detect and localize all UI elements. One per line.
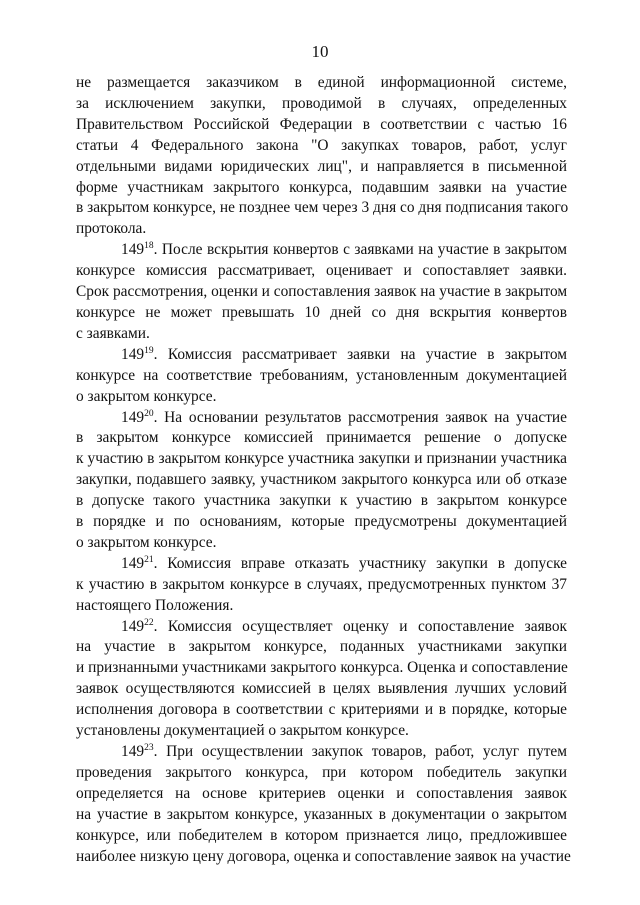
- clause-number: 149: [121, 617, 145, 635]
- text-line: [76, 575, 567, 596]
- line-text: . На основании результатов рассмотрения заявок на участие: [153, 408, 567, 426]
- line-text: о закрытом конкурсе.: [76, 533, 217, 551]
- text-line: [76, 637, 567, 658]
- text-line: [76, 387, 567, 408]
- text-line: [76, 784, 567, 805]
- text-line: [76, 679, 567, 700]
- text-line: [76, 366, 567, 387]
- line-text: форме участникам закрытого конкурса, подавшим заявки на участие: [76, 178, 567, 196]
- text-line: [76, 658, 567, 679]
- line-text: конкурсе, или победителем в котором признается лицо, предложившее: [76, 826, 567, 844]
- line-text: заявок осуществляются комиссией в целях выявления лучших условий: [76, 680, 567, 698]
- text-line: [76, 596, 567, 617]
- text-line: [76, 617, 567, 638]
- line-text: определяется на основе критериев оценки и сопоставления заявок: [76, 784, 567, 802]
- text-line: [76, 826, 567, 847]
- text-line: [76, 303, 567, 324]
- line-text: . Комиссия вправе отказать участнику закупки в допуске: [153, 554, 567, 572]
- paragraph: [76, 345, 567, 408]
- text-line: [76, 198, 567, 219]
- text-line: [76, 554, 567, 575]
- text-line: [76, 805, 567, 826]
- line-text: наиболее низкую цену договора, оценка и сопоставление заявок на участие: [76, 847, 571, 865]
- clause-number: 149: [121, 241, 145, 259]
- line-text: за исключением закупки, проводимой в случаях, определенных: [76, 94, 567, 112]
- line-text: установлены документацией о закрытом конкурсе.: [76, 722, 409, 740]
- line-text: Правительством Российской Федерации в соответствии с частью 16: [76, 115, 567, 133]
- paragraph: [76, 742, 571, 867]
- line-text: на участие в закрытом конкурсе, поданных участниками закупки: [76, 638, 567, 656]
- text-line: [76, 282, 567, 303]
- clause-superscript: 21: [144, 554, 154, 565]
- line-text: в порядке и по основаниям, которые предусмотрены документацией: [76, 513, 567, 531]
- clause-superscript: 18: [144, 241, 154, 252]
- text-line: [76, 847, 571, 868]
- text-line: [76, 742, 567, 763]
- text-line: [76, 491, 567, 512]
- line-text: конкурсе не может превышать 10 дней со дня вскрытия конвертов: [76, 303, 567, 321]
- line-text: . Комиссия рассматривает заявки на участие в закрытом: [153, 345, 567, 363]
- line-text: в закрытом конкурсе комиссией принимается решение о допуске: [76, 429, 567, 447]
- text-line: [76, 449, 567, 470]
- text-line: [76, 512, 567, 533]
- text-line: [76, 345, 567, 366]
- line-text: к участию в закрытом конкурсе участника закупки и признании участника: [76, 450, 567, 468]
- text-line: [76, 721, 567, 742]
- text-line: [76, 533, 567, 554]
- text-line: [76, 73, 567, 94]
- paragraph: [76, 617, 567, 742]
- text-line: [76, 157, 567, 178]
- line-text: о закрытом конкурсе.: [76, 387, 217, 405]
- line-text: к участию в закрытом конкурсе в случаях, предусмотренных пунктом 37: [76, 575, 567, 593]
- paragraph: [76, 408, 567, 554]
- line-text: и признанными участниками закрытого конкурса. Оценка и сопоставление: [76, 659, 568, 677]
- line-text: настоящего Положения.: [76, 596, 234, 614]
- text-line: [76, 136, 567, 157]
- line-text: с заявками.: [76, 324, 150, 342]
- clause-number: 149: [121, 408, 145, 426]
- line-text: на участие в закрытом конкурсе, указанных в документации о закрытом: [76, 805, 567, 823]
- clause-number: 149: [121, 554, 145, 572]
- line-text: конкурсе на соответствие требованиям, установленным документацией: [76, 366, 567, 384]
- line-text: конкурсе комиссия рассматривает, оценивает и сопоставляет заявки.: [76, 262, 567, 280]
- clause-superscript: 22: [144, 617, 154, 628]
- clause-number: 149: [121, 345, 145, 363]
- line-text: закупки, подавшего заявку, участником закрытого конкурса или об отказе: [76, 471, 567, 489]
- document-body: [76, 73, 571, 867]
- line-text: протокола.: [76, 220, 147, 238]
- line-text: не размещается заказчиком в единой информационной системе,: [76, 74, 567, 91]
- paragraph: [76, 554, 567, 617]
- line-text: проведения закрытого конкурса, при котором победитель закупки: [76, 763, 567, 781]
- line-text: исполнения договора в соответствии с критериями и в порядке, которые: [76, 701, 567, 719]
- paragraph: [76, 240, 567, 345]
- line-text: в допуске такого участника закупки к участию в закрытом конкурсе: [76, 492, 567, 510]
- clause-number: 149: [121, 743, 145, 760]
- line-text: Срок рассмотрения, оценки и сопоставления заявок на участие в закрытом: [76, 283, 568, 301]
- line-text: . При осуществлении закупок товаров, работ, услуг путем: [153, 743, 567, 760]
- line-text: . После вскрытия конвертов с заявками на участие в закрытом: [153, 241, 567, 259]
- text-line: [76, 261, 567, 282]
- text-line: [76, 428, 567, 449]
- clause-superscript: 20: [144, 408, 154, 419]
- clause-superscript: 19: [144, 345, 154, 356]
- clause-superscript: 23: [144, 743, 154, 753]
- text-line: [76, 324, 567, 345]
- line-text: . Комиссия осуществляет оценку и сопоставление заявок: [153, 617, 567, 635]
- line-text: статьи 4 Федерального закона "О закупках товаров, работ, услуг: [76, 136, 567, 154]
- text-line: [76, 240, 567, 261]
- text-line: [76, 408, 567, 429]
- text-line: [76, 178, 567, 199]
- page-number: 10: [311, 42, 329, 61]
- text-line: [76, 470, 567, 491]
- line-text: отдельными видами юридических лиц", и направляется в письменной: [76, 157, 567, 175]
- text-line: [76, 763, 567, 784]
- text-line: [76, 115, 567, 136]
- text-line: [76, 700, 567, 721]
- text-line: [76, 94, 567, 115]
- line-text: в закрытом конкурсе, не позднее чем через 3 дня со дня подписания такого: [76, 199, 569, 217]
- text-line: [76, 219, 567, 240]
- paragraph: [76, 73, 567, 240]
